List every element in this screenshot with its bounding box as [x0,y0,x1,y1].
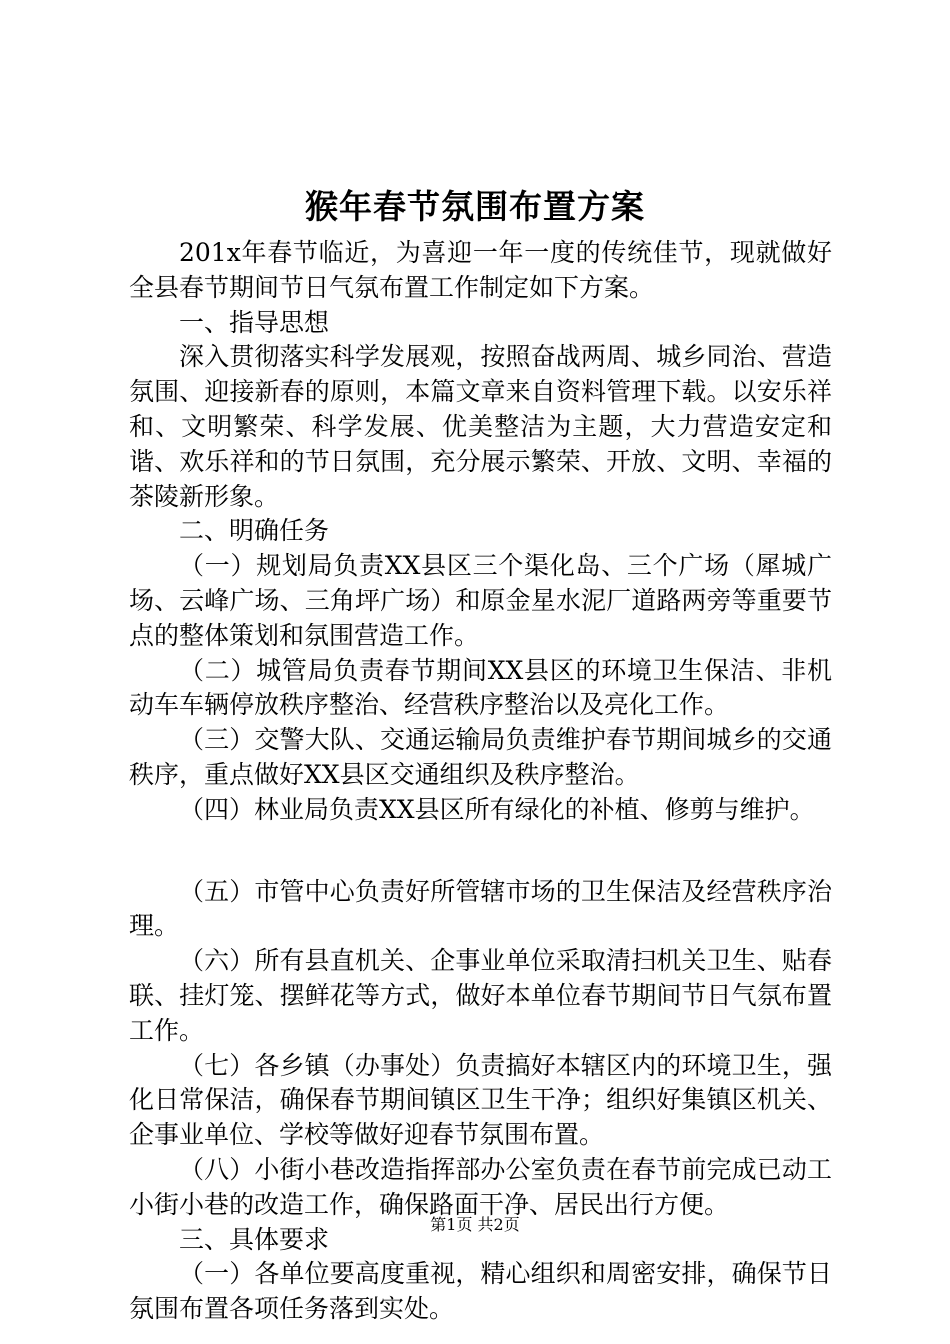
task-item-6: （六）所有县直机关、企事业单位采取清扫机关卫生、贴春联、挂灯笼、摆鲜花等方式，做好本单位春节期间节日气氛布置工作。 [129,946,832,1045]
requirement-item-1: （一）各单位要高度重视，精心组织和周密安排，确保节日氛围布置各项任务落到实处。 [129,1259,832,1324]
task-item-8: （八）小街小巷改造指挥部办公室负责在春节前完成已动工小街小巷的改造工作，确保路面干净、居民出行方便。 [129,1154,832,1219]
task-item-7: （七）各乡镇（办事处）负责搞好本辖区内的环境卫生，强化日常保洁，确保春节期间镇区卫生干净；组织好集镇区机关、企事业单位、学校等做好迎春节氛围布置。 [129,1050,832,1150]
page-footer: 第1页 共2页 [430,1215,520,1234]
document-title: 猴年春节氛围布置方案 [305,187,645,226]
guiding-ideology-paragraph: 深入贯彻落实科学发展观，按照奋战两周、城乡同治、营造氛围、迎接新春的原则，本篇文章来自资料管理下载。以安乐祥和、文明繁荣、科学发展、优美整洁为主题，大力营造安定和谐、欢乐祥和的节日氛围，充分展示繁荣、开放、文明、幸福的茶陵新形象。 [129,342,832,511]
task-item-1: （一）规划局负责XX县区三个渠化岛、三个广场（犀城广场、云峰广场、三角坪广场）和原金星水泥厂道路两旁等重要节点的整体策划和氛围营造工作。 [129,551,832,650]
intro-paragraph: 201x年春节临近，为喜迎一年一度的传统佳节，现就做好全县春节期间节日气氛布置工作制定如下方案。 [129,238,832,302]
task-item-5: （五）市管中心负责好所管辖市场的卫生保洁及经营秩序治理。 [129,876,832,941]
task-item-3: （三）交警大队、交通运输局负责维护春节期间城乡的交通秩序，重点做好XX县区交通组织及秩序整治。 [129,725,832,789]
paragraph-gap [129,828,832,875]
task-item-4: （四）林业局负责XX县区所有绿化的补植、修剪与维护。 [179,794,815,824]
section-heading-tasks: 二、明确任务 [179,516,330,546]
document-body [129,236,832,1327]
section-heading-guiding-ideology: 一、指导思想 [179,307,330,337]
section-heading-requirements: 三、具体要求 [179,1224,330,1254]
task-item-2: （二）城管局负责春节期间XX县区的环境卫生保洁、非机动车车辆停放秩序整治、经营秩序整治以及亮化工作。 [129,655,832,720]
